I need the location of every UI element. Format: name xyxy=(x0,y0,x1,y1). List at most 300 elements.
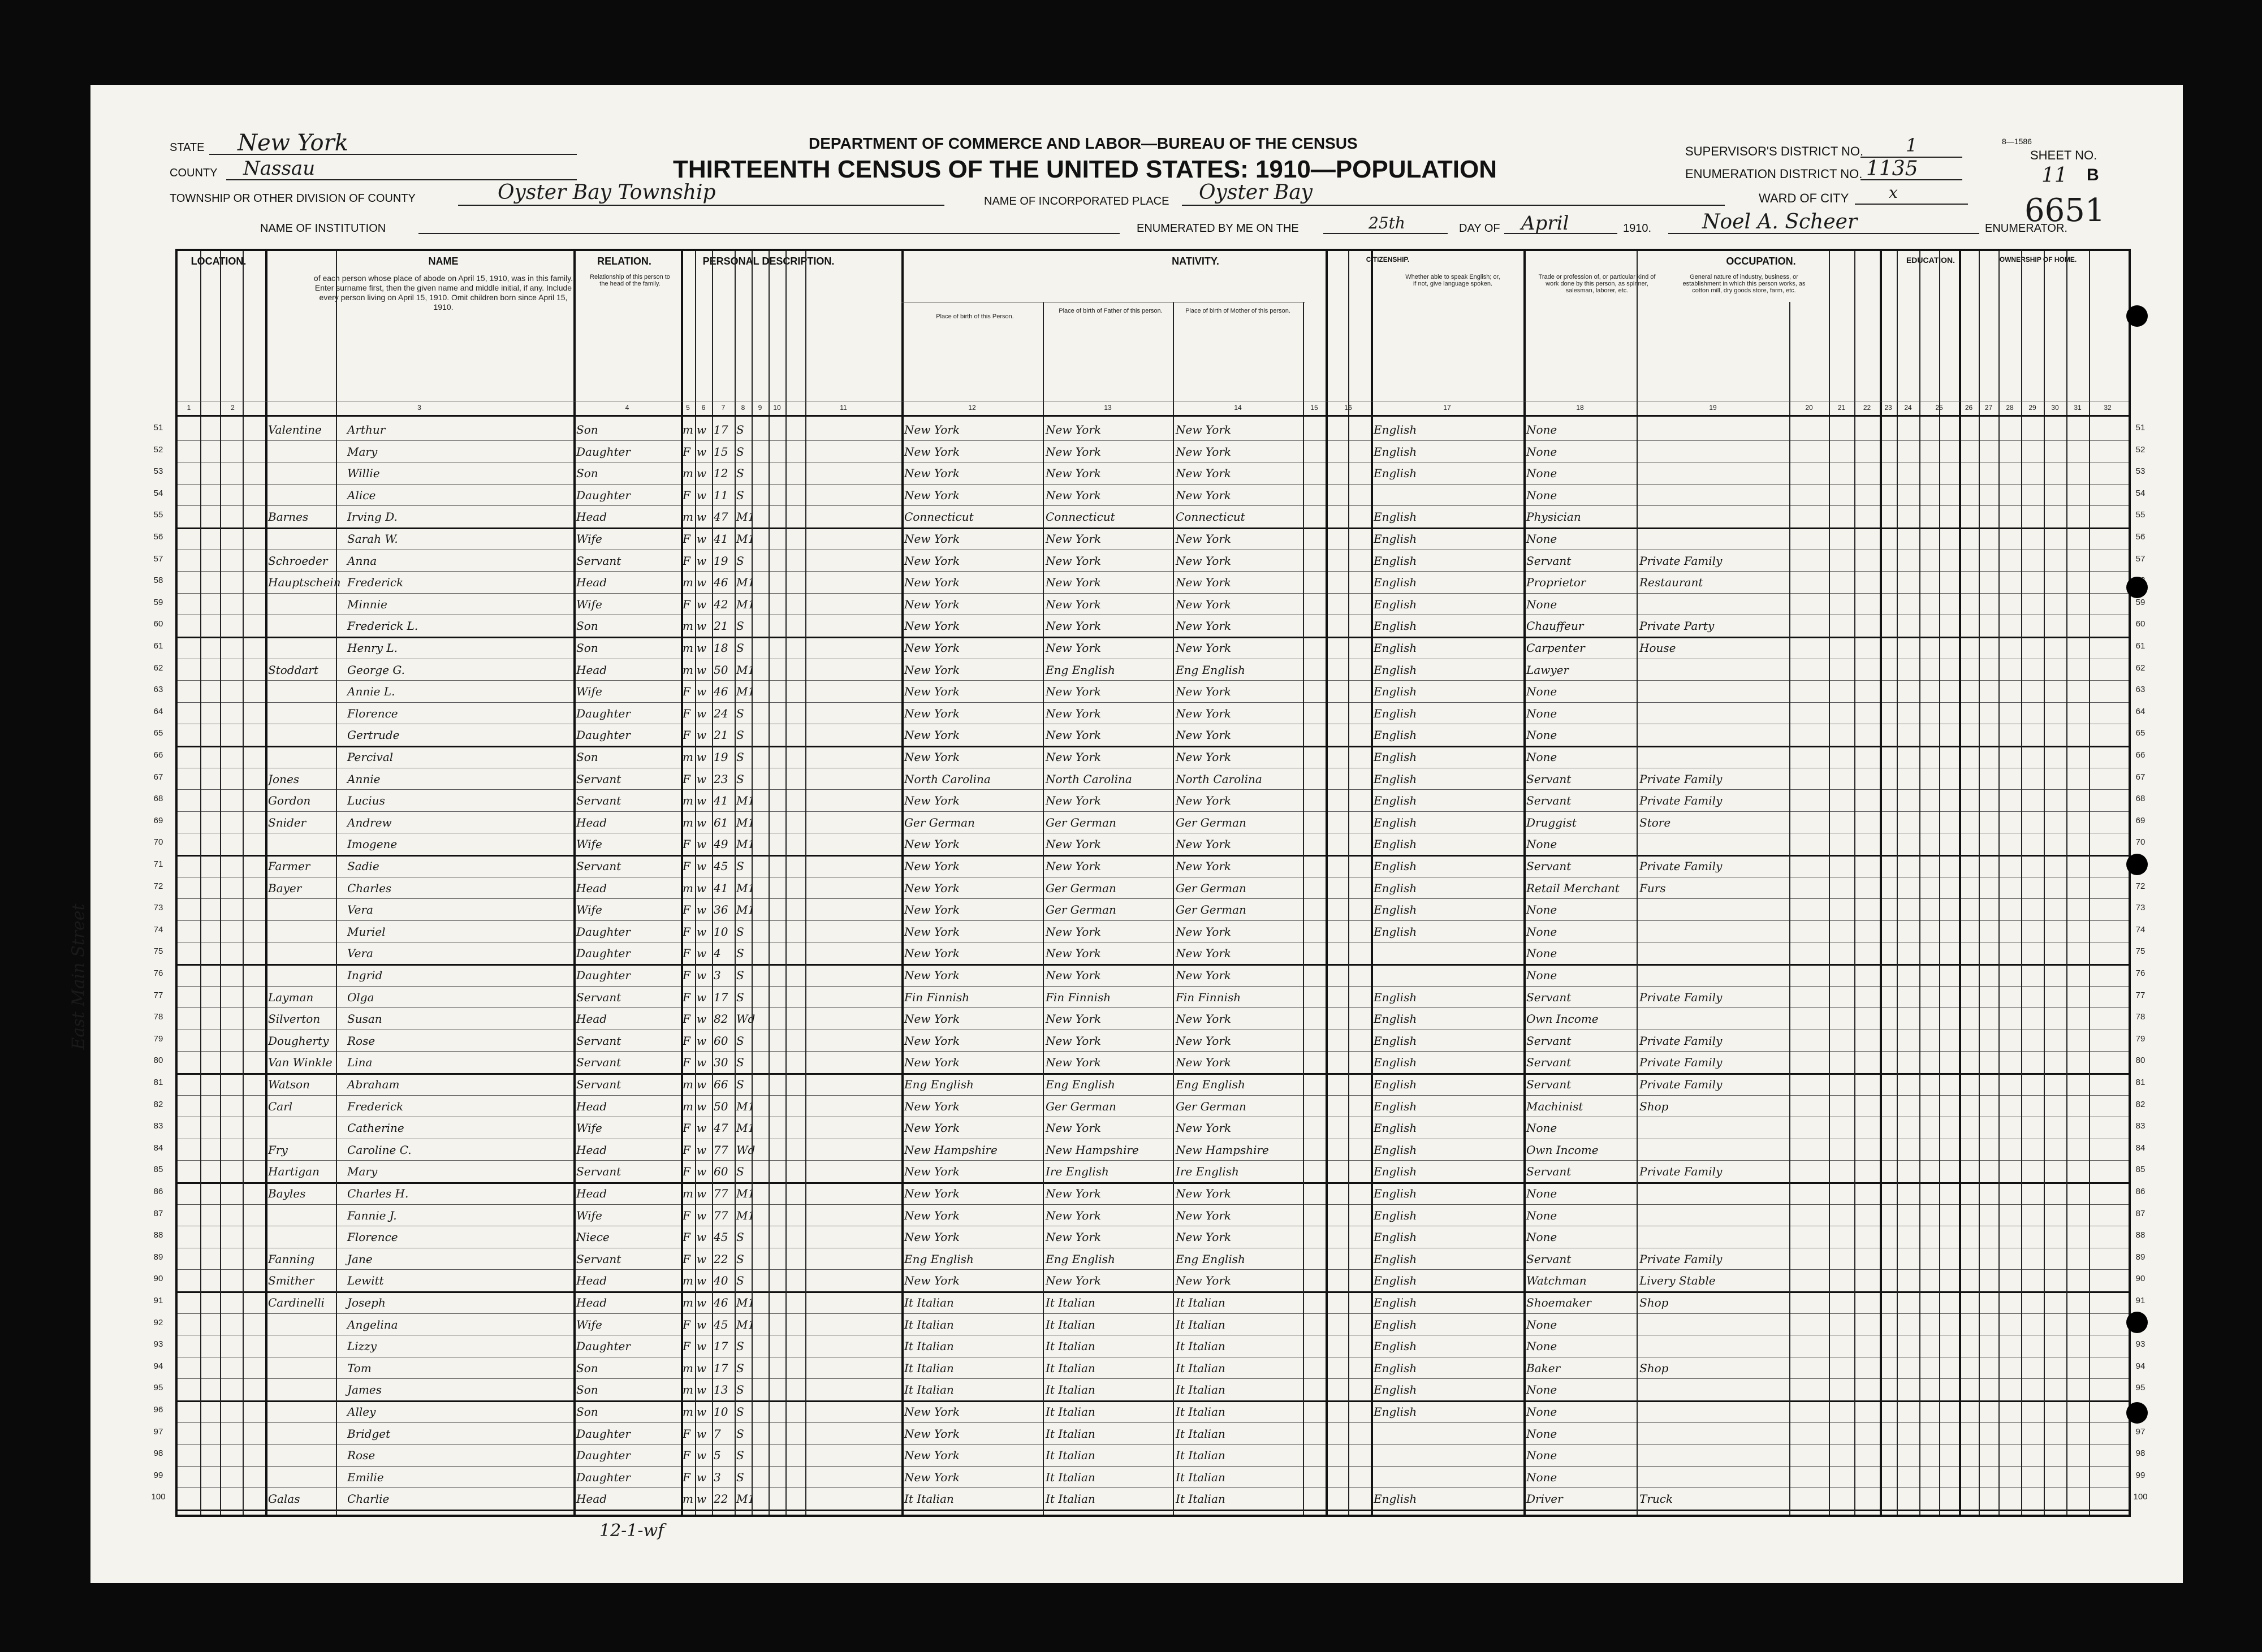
cell-race: w xyxy=(697,619,707,633)
row-number: 85 xyxy=(2135,1165,2146,1175)
cell-pob: New York xyxy=(904,728,960,742)
cell-ms: S xyxy=(736,466,744,481)
cell-sex: F xyxy=(683,1339,690,1353)
cell-race: w xyxy=(697,706,707,720)
cell-lang: English xyxy=(1374,685,1417,699)
cell-given: Fannie J. xyxy=(347,1208,397,1222)
cell-fpob: New York xyxy=(1046,1056,1101,1070)
cell-race: w xyxy=(697,1383,707,1397)
cell-race: w xyxy=(697,750,707,764)
row-number: 62 xyxy=(153,663,163,673)
column-number: 25 xyxy=(1935,404,1943,412)
column-rule xyxy=(1939,251,1940,1515)
cell-race: w xyxy=(697,1121,707,1135)
table-row xyxy=(178,724,2126,746)
table-row xyxy=(178,1030,2126,1052)
cell-sex: F xyxy=(683,1143,690,1157)
cell-occ: None xyxy=(1526,750,1557,764)
cell-age: 60 xyxy=(714,1033,728,1048)
place-value: Oyster Bay xyxy=(1199,181,1313,204)
cell-occ: None xyxy=(1526,706,1557,720)
cell-occ: None xyxy=(1526,903,1557,917)
cell-age: 24 xyxy=(714,706,728,720)
cell-rel: Head xyxy=(576,1143,607,1157)
row-number: 96 xyxy=(153,1405,163,1415)
cell-mpob: New York xyxy=(1176,1056,1231,1070)
cell-rel: Daughter xyxy=(576,924,631,939)
cell-surname: Galas xyxy=(268,1492,300,1506)
cell-mpob: New York xyxy=(1176,553,1231,568)
column-rule xyxy=(1854,251,1855,1515)
cell-mpob: It Italian xyxy=(1176,1405,1225,1419)
cell-race: w xyxy=(697,1296,707,1309)
cell-occ: Carpenter xyxy=(1526,641,1585,655)
cell-pob: New York xyxy=(904,1274,960,1288)
column-rule xyxy=(336,251,337,1515)
cell-ms: M1 xyxy=(736,1099,756,1113)
row-number: 97 xyxy=(153,1426,163,1437)
row-number: 54 xyxy=(2135,488,2146,498)
stamp-number: 6651 xyxy=(2024,192,2105,229)
cell-ms: S xyxy=(736,1383,744,1397)
cell-surname: Farmer xyxy=(268,859,310,873)
row-number: 77 xyxy=(153,990,163,1000)
cell-age: 50 xyxy=(714,663,728,677)
cell-race: w xyxy=(697,881,707,895)
table-row xyxy=(178,1291,2126,1313)
cell-fpob: New York xyxy=(1046,488,1101,502)
cell-surname: Hartigan xyxy=(268,1165,320,1179)
row-number: 84 xyxy=(153,1143,163,1153)
table-row xyxy=(178,1051,2126,1073)
cell-given: Charlie xyxy=(347,1492,390,1506)
table-row xyxy=(178,1248,2126,1270)
cell-age: 47 xyxy=(714,1121,728,1135)
cell-fpob: New York xyxy=(1046,597,1101,611)
cell-age: 50 xyxy=(714,1099,728,1113)
cell-sex: F xyxy=(683,706,690,720)
row-number: 75 xyxy=(153,946,163,957)
industry-header: General nature of industry, business, or establishment in which this person works, as cotton mill, dry goods store, farm, etc. xyxy=(1682,274,1806,294)
cell-race: w xyxy=(697,1187,707,1200)
row-number: 87 xyxy=(153,1208,163,1218)
cell-ind: Private Family xyxy=(1639,990,1723,1004)
cell-given: Charles xyxy=(347,881,392,895)
cell-pob: New York xyxy=(904,1405,960,1419)
cell-lang: English xyxy=(1374,619,1417,633)
cell-sex: F xyxy=(683,1230,690,1244)
ed-label: ENUMERATION DISTRICT NO. xyxy=(1685,167,1863,181)
cell-ms: S xyxy=(736,488,744,502)
row-number: 64 xyxy=(2135,706,2146,716)
cell-given: Abraham xyxy=(347,1078,400,1091)
cell-occ: Own Income xyxy=(1526,1012,1599,1026)
cell-rel: Servant xyxy=(576,1165,621,1179)
column-number: 20 xyxy=(1805,404,1813,412)
cell-rel: Head xyxy=(576,576,607,590)
row-number: 99 xyxy=(153,1470,163,1480)
cell-occ: Retail Merchant xyxy=(1526,881,1620,895)
cell-race: w xyxy=(697,1361,707,1375)
cell-sex: m xyxy=(683,423,693,436)
cell-race: w xyxy=(697,641,707,655)
cell-pob: New York xyxy=(904,466,960,481)
cell-sex: m xyxy=(683,576,693,590)
cell-mpob: Eng English xyxy=(1176,1252,1245,1266)
cell-ms: S xyxy=(736,1056,744,1070)
cell-sex: F xyxy=(683,1012,690,1026)
cell-given: Mary xyxy=(347,444,378,459)
row-number: 66 xyxy=(2135,750,2146,760)
cell-fpob: New York xyxy=(1046,1033,1101,1048)
cell-given: Joseph xyxy=(347,1296,386,1309)
table-row xyxy=(178,1422,2126,1445)
birth-person-header: Place of birth of this Person. xyxy=(936,313,1014,320)
cell-mpob: New York xyxy=(1176,488,1231,502)
cell-pob: New York xyxy=(904,946,960,961)
cell-given: Vera xyxy=(347,946,373,961)
row-number: 70 xyxy=(153,837,163,847)
cell-age: 3 xyxy=(714,1470,721,1484)
cell-age: 60 xyxy=(714,1165,728,1179)
cell-mpob: Fin Finnish xyxy=(1176,990,1241,1004)
cell-race: w xyxy=(697,1012,707,1026)
bottom-note: 12-1-wf xyxy=(599,1521,664,1541)
row-number: 98 xyxy=(2135,1448,2146,1459)
census-title: THIRTEENTH CENSUS OF THE UNITED STATES: 1910—POPULATION xyxy=(673,155,1497,183)
cell-ind: Shop xyxy=(1639,1361,1669,1375)
cell-age: 42 xyxy=(714,597,728,611)
cell-race: w xyxy=(697,1470,707,1484)
column-rule xyxy=(769,251,770,1515)
cell-ms: S xyxy=(736,1470,744,1484)
column-rule xyxy=(1326,251,1328,1515)
cell-pob: New York xyxy=(904,903,960,917)
cell-mpob: It Italian xyxy=(1176,1361,1225,1375)
row-number: 85 xyxy=(153,1165,163,1175)
cell-occ: None xyxy=(1526,1121,1557,1135)
cell-age: 15 xyxy=(714,444,728,459)
row-number: 53 xyxy=(2135,466,2146,477)
cell-sex: m xyxy=(683,1361,693,1375)
cell-surname: Dougherty xyxy=(268,1033,329,1048)
cell-given: George G. xyxy=(347,663,405,677)
cell-pob: New York xyxy=(904,532,960,546)
year-label: 1910. xyxy=(1623,222,1652,235)
cell-mpob: New York xyxy=(1176,794,1231,808)
cell-mpob: Ger German xyxy=(1176,881,1246,895)
cell-sex: F xyxy=(683,532,690,546)
cell-sex: F xyxy=(683,553,690,568)
cell-rel: Servant xyxy=(576,859,621,873)
cell-sex: F xyxy=(683,1317,690,1331)
cell-lang: English xyxy=(1374,1099,1417,1113)
row-number: 66 xyxy=(153,750,163,760)
table-row xyxy=(178,1095,2126,1117)
table-row xyxy=(178,462,2126,484)
cell-given: Alley xyxy=(347,1405,376,1419)
cell-lang: English xyxy=(1374,1143,1417,1157)
row-number: 72 xyxy=(153,881,163,891)
cell-rel: Wife xyxy=(576,532,602,546)
punch-hole xyxy=(2126,854,2148,875)
column-rule xyxy=(712,251,713,1515)
cell-fpob: New York xyxy=(1046,466,1101,481)
cell-surname: Bayer xyxy=(268,881,302,895)
cell-occ: None xyxy=(1526,423,1557,436)
cell-age: 19 xyxy=(714,553,728,568)
cell-occ: None xyxy=(1526,1470,1557,1484)
cell-mpob: New York xyxy=(1176,423,1231,436)
cell-sex: m xyxy=(683,510,693,524)
cell-mpob: New York xyxy=(1176,706,1231,720)
cell-fpob: New York xyxy=(1046,946,1101,961)
group-relation: RELATION. xyxy=(597,256,651,267)
cell-pob: New York xyxy=(904,1012,960,1026)
row-number: 69 xyxy=(153,815,163,825)
cell-race: w xyxy=(697,859,707,873)
cell-ms: M1 xyxy=(736,903,756,917)
cell-ind: Restaurant xyxy=(1639,576,1703,590)
cell-age: 21 xyxy=(714,728,728,742)
cell-mpob: New York xyxy=(1176,968,1231,982)
cell-occ: Physician xyxy=(1526,510,1581,524)
cell-given: Catherine xyxy=(347,1121,404,1135)
cell-rel: Servant xyxy=(576,794,621,808)
cell-age: 40 xyxy=(714,1274,728,1288)
supervisor-value: 1 xyxy=(1906,135,1918,156)
cell-given: Rose xyxy=(347,1033,375,1048)
cell-occ: None xyxy=(1526,837,1557,851)
cell-fpob: New York xyxy=(1046,1230,1101,1244)
row-number: 97 xyxy=(2135,1426,2146,1437)
cell-fpob: Ire English xyxy=(1046,1165,1109,1179)
row-number: 59 xyxy=(153,597,163,607)
row-number: 70 xyxy=(2135,837,2146,847)
column-number: 22 xyxy=(1863,404,1871,412)
table-row xyxy=(178,746,2126,768)
cell-race: w xyxy=(697,597,707,611)
cell-lang: English xyxy=(1374,837,1417,851)
cell-sex: F xyxy=(683,1033,690,1048)
row-number: 76 xyxy=(2135,968,2146,978)
cell-sex: F xyxy=(683,924,690,939)
cell-rel: Head xyxy=(576,881,607,895)
cell-mpob: It Italian xyxy=(1176,1492,1225,1506)
column-rule xyxy=(735,251,736,1515)
cell-given: Vera xyxy=(347,903,373,917)
cell-mpob: New Hampshire xyxy=(1176,1143,1269,1157)
cell-age: 18 xyxy=(714,641,728,655)
cell-rel: Daughter xyxy=(576,1448,631,1463)
cell-lang: English xyxy=(1374,1187,1417,1200)
row-number: 89 xyxy=(153,1252,163,1262)
cell-occ: Servant xyxy=(1526,1056,1572,1070)
column-number: 29 xyxy=(2028,404,2036,412)
group-ownership: OWNERSHIP OF HOME. xyxy=(1999,256,2077,263)
cell-ms: S xyxy=(736,968,744,982)
county-value: Nassau xyxy=(243,157,316,180)
cell-race: w xyxy=(697,772,707,786)
table-row xyxy=(178,1139,2126,1161)
column-rule xyxy=(1789,302,1790,1515)
cell-age: 41 xyxy=(714,532,728,546)
column-number: 16 xyxy=(1344,404,1352,412)
cell-lang: English xyxy=(1374,1339,1417,1353)
cell-mpob: New York xyxy=(1176,1274,1231,1288)
column-rule xyxy=(752,251,753,1515)
cell-age: 23 xyxy=(714,772,728,786)
row-number: 90 xyxy=(153,1274,163,1284)
sheet-label: SHEET NO. xyxy=(2030,148,2097,162)
table-row xyxy=(178,637,2126,659)
row-number: 51 xyxy=(153,423,163,433)
column-number: 31 xyxy=(2074,404,2082,412)
row-number: 81 xyxy=(2135,1078,2146,1087)
cell-occ: None xyxy=(1526,924,1557,939)
column-number: 17 xyxy=(1443,404,1451,412)
side-note: East Main Street xyxy=(68,903,89,1050)
row-number: 74 xyxy=(153,924,163,935)
cell-race: w xyxy=(697,510,707,524)
cell-occ: None xyxy=(1526,532,1557,546)
cell-given: Rose xyxy=(347,1448,375,1463)
cell-ind: Shop xyxy=(1639,1296,1669,1309)
cell-given: Imogene xyxy=(347,837,398,851)
cell-sex: F xyxy=(683,772,690,786)
cell-ms: S xyxy=(736,1230,744,1244)
cell-age: 66 xyxy=(714,1078,728,1091)
cell-sex: F xyxy=(683,837,690,851)
cell-pob: New York xyxy=(904,837,960,851)
cell-lang: English xyxy=(1374,859,1417,873)
cell-race: w xyxy=(697,1208,707,1222)
cell-pob: It Italian xyxy=(904,1317,954,1331)
cell-race: w xyxy=(697,1426,707,1441)
cell-rel: Head xyxy=(576,815,607,829)
column-number: 27 xyxy=(1984,404,1993,412)
cell-age: 46 xyxy=(714,685,728,699)
cell-lang: English xyxy=(1374,1056,1417,1070)
cell-race: w xyxy=(697,1317,707,1331)
cell-rel: Head xyxy=(576,663,607,677)
cell-sex: m xyxy=(683,794,693,808)
cell-ind: Private Family xyxy=(1639,794,1723,808)
cell-ms: M1 xyxy=(736,815,756,829)
cell-race: w xyxy=(697,903,707,917)
cell-occ: Servant xyxy=(1526,553,1572,568)
cell-lang: English xyxy=(1374,1165,1417,1179)
cell-ind: Private Family xyxy=(1639,772,1723,786)
column-rule xyxy=(1919,251,1920,1515)
column-number: 11 xyxy=(840,404,847,412)
column-rule xyxy=(2066,251,2067,1515)
cell-sex: F xyxy=(683,1426,690,1441)
column-number: 6 xyxy=(701,404,706,412)
column-rule xyxy=(1637,251,1638,1515)
table-row xyxy=(178,615,2126,637)
column-rule xyxy=(1523,251,1526,1515)
cell-rel: Wife xyxy=(576,837,602,851)
cell-fpob: New York xyxy=(1046,685,1101,699)
cell-rel: Daughter xyxy=(576,1426,631,1441)
cell-age: 17 xyxy=(714,423,728,436)
cell-age: 22 xyxy=(714,1492,728,1506)
cell-fpob: Ger German xyxy=(1046,881,1116,895)
column-number: 4 xyxy=(625,404,629,412)
row-number: 89 xyxy=(2135,1252,2146,1262)
language-header: Whether able to speak English; or, if not, give language spoken. xyxy=(1405,274,1500,287)
cell-given: Lizzy xyxy=(347,1339,377,1353)
cell-fpob: Ger German xyxy=(1046,903,1116,917)
cell-given: Lina xyxy=(347,1056,373,1070)
cell-lang: English xyxy=(1374,881,1417,895)
cell-race: w xyxy=(697,466,707,481)
cell-surname: Van Winkle xyxy=(268,1056,333,1070)
cell-sex: F xyxy=(683,990,690,1004)
cell-race: w xyxy=(697,488,707,502)
column-number: 1 xyxy=(187,404,191,412)
cell-pob: New York xyxy=(904,881,960,895)
cell-mpob: New York xyxy=(1176,1208,1231,1222)
cell-occ: None xyxy=(1526,1187,1557,1200)
cell-age: 45 xyxy=(714,859,728,873)
row-rule xyxy=(178,1510,2129,1511)
cell-occ: Servant xyxy=(1526,1033,1572,1048)
column-number: 14 xyxy=(1234,404,1242,412)
cell-given: Emilie xyxy=(347,1470,384,1484)
row-number: 53 xyxy=(153,466,163,477)
cell-age: 10 xyxy=(714,924,728,939)
census-table xyxy=(175,249,2131,1517)
cell-surname: Fry xyxy=(268,1143,288,1157)
table-row xyxy=(178,811,2126,833)
cell-age: 17 xyxy=(714,1339,728,1353)
cell-given: Irving D. xyxy=(347,510,398,524)
cell-lang: English xyxy=(1374,1492,1417,1506)
cell-mpob: New York xyxy=(1176,859,1231,873)
row-number: 100 xyxy=(2133,1492,2148,1502)
row-number: 60 xyxy=(153,619,163,629)
cell-lang: English xyxy=(1374,510,1417,524)
column-rule xyxy=(1829,251,1830,1515)
cell-surname: Cardinelli xyxy=(268,1296,325,1309)
table-row xyxy=(178,593,2126,615)
row-number: 59 xyxy=(2135,597,2146,607)
table-row xyxy=(178,1117,2126,1139)
cell-given: Annie L. xyxy=(347,685,395,699)
cell-age: 19 xyxy=(714,750,728,764)
cell-lang: English xyxy=(1374,423,1417,436)
cell-sex: m xyxy=(683,815,693,829)
column-rule xyxy=(785,251,787,1515)
day-of-label: DAY OF xyxy=(1459,222,1500,235)
group-location: LOCATION. xyxy=(191,256,247,267)
cell-fpob: New York xyxy=(1046,444,1101,459)
cell-ind: Store xyxy=(1639,815,1671,829)
cell-surname: Gordon xyxy=(268,794,311,808)
cell-ind: Truck xyxy=(1639,1492,1673,1506)
cell-mpob: New York xyxy=(1176,641,1231,655)
cell-rel: Head xyxy=(576,1492,607,1506)
cell-race: w xyxy=(697,1078,707,1091)
ward-label: WARD OF CITY xyxy=(1759,191,1849,205)
row-number: 100 xyxy=(151,1492,166,1502)
supervisor-label: SUPERVISOR'S DISTRICT NO. xyxy=(1685,144,1864,158)
row-number: 95 xyxy=(2135,1383,2146,1393)
cell-ms: M1 xyxy=(736,1121,756,1135)
cell-occ: Servant xyxy=(1526,794,1572,808)
